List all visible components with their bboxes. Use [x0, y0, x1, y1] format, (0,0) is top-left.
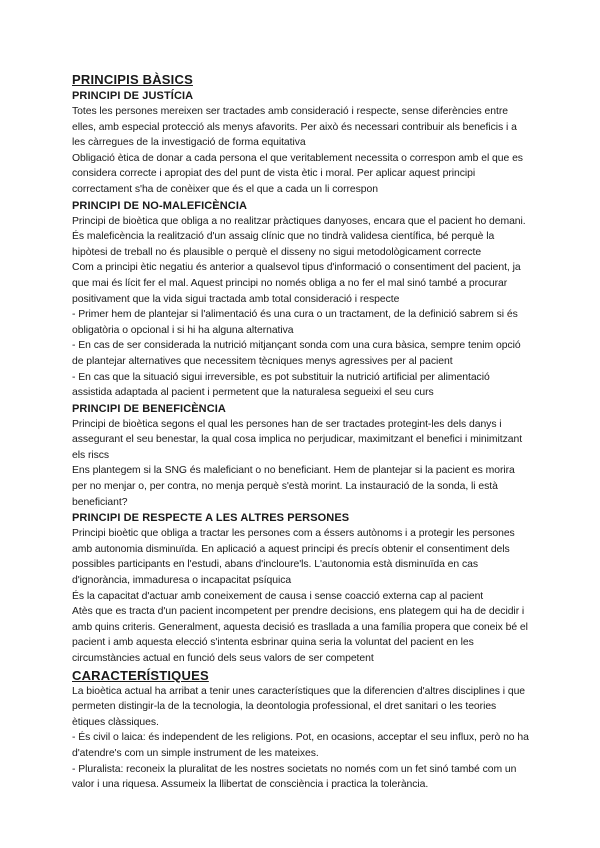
- title-caracteristiques: CARACTERÍSTIQUES: [72, 667, 209, 683]
- section-caracteristiques: [72, 684, 532, 793]
- list-item: - És civil o laica: és independent de les religions. Pot, en ocasions, acceptar el seu influx, però no ha d'atendre's com un simple instrument de les mateixes.: [72, 732, 529, 759]
- paragraph: Com a principi ètic negatiu és anterior a qualsevol tipus d'informació o consentiment del pacient, ja que mai és lícit fer el mal. Aquest principi no només obliga a no fer el mal sinó també a procurar positivament que la vida sigui tractada amb total consideració i respecte: [72, 262, 521, 305]
- paragraph: Totes les persones mereixen ser tractades amb consideració i respecte, sense diferències entre elles, amb especial protecció als menys afavorits. Per això és necessari contribuir als beneficis i a les càrregues de la investigació de forma equitativa: [72, 106, 517, 149]
- paragraph: Principi bioètic que obliga a tractar les persones com a éssers autònoms i a protegir les persones amb autonomia disminuïda. En aplicació a aquest principi és precís obtenir el consentiment dels possibles participants en l'estudi, abans d'incloure'ls. L'autonomia està disminuïda en cas d'ignorància, immaduresa o incapacitat psíquica: [72, 528, 515, 587]
- section-beneficencia: [72, 401, 532, 511]
- heading-respecte: PRINCIPI DE RESPECTE A LES ALTRES PERSONES: [72, 512, 350, 525]
- paragraph: Obligació ètica de donar a cada persona el que veritablement necessita o correspon amb el que es considera correcte i apropiat des del punt de vista ètic i moral. Per aplicar aquest principi correctament s'ha de conèixer que és el que a cada un li correspon: [72, 152, 523, 195]
- section-justicia: [72, 88, 532, 198]
- section-respecte: [72, 510, 532, 666]
- paragraph: Ens plantegem si la SNG és maleficiant o no beneficiant. Hem de plantejar si la pacient es morira per no menjar o, per contra, no menja perquè s'està morint. La instauració de la sonda, li està beneficiant?: [72, 465, 515, 508]
- list-item: - Pluralista: reconeix la pluralitat de les nostres societats no només com un fet sinó també com un valor i una riquesa. Assumeix la llibertat de consciència i practica la tolerància.: [72, 763, 517, 791]
- heading-no-maleficencia: PRINCIPI DE NO-MALEFICÈNCIA: [72, 199, 248, 212]
- heading-justicia: PRINCIPI DE JUSTÍCIA: [72, 90, 194, 102]
- paragraph: Principi de bioètica segons el qual les persones han de ser tractades protegint-les dels danys i assegurant el seu benestar, la qual cosa implica no perjudicar, maximitzant el benefici i minimitzant els riscs: [72, 418, 523, 461]
- paragraph: Principi de bioètica que obliga a no realitzar pràctiques danyoses, encara que el pacient ho demani. És maleficència la realització d'un assaig clínic que no tindrà validesa científica, bé perquè la hipòtesi de treball no és plausible o perquè el disseny no sigui metodològicament correcte: [72, 215, 526, 258]
- title-principis-basics: PRINCIPIS BÀSICS: [72, 72, 193, 87]
- section-no-maleficencia: [72, 198, 532, 401]
- document-page: [72, 72, 532, 793]
- paragraph: Atès que es tracta d'un pacient incompetent per prendre decisions, ens plategem qui ha de decidir i amb quins criteris. Generalment, aquesta decisió es trasllada a una família propera que coneix bé el pacient i amb aquesta elecció s'intenta esbrinar quina seria la voluntat del pacient en les circumstàncies actual en funció dels seus valors de ser competent: [72, 606, 528, 664]
- heading-beneficencia: PRINCIPI DE BENEFICÈNCIA: [72, 402, 226, 415]
- list-item: - En cas de ser considerada la nutrició mitjançant sonda com una cura bàsica, sempre tenim opció de plantejar alternatives que necessitem tècniques menys agressives per al pacient: [72, 340, 521, 367]
- list-item: - En cas que la situació sigui irreversible, es pot substituir la nutrició artificial per alimentació assistida adaptada al pacient i permetent que la naturalesa segueixi el seu curs: [72, 371, 490, 399]
- paragraph: La bioètica actual ha arribat a tenir unes característiques que la diferencien d'altres disciplines i que permeten distingir-la de la tecnologia, la deontologia professional, el dret sanitari o les teories ètiques clàssiques.: [72, 685, 526, 728]
- paragraph: És la capacitat d'actuar amb coneixement de causa i sense coacció externa cap al pacient: [72, 590, 484, 602]
- list-item: - Primer hem de plantejar si l'alimentació és una cura o un tractament, de la definició sabrem si és obligatòria o opcional i si hi ha alguna alternativa: [72, 309, 518, 336]
